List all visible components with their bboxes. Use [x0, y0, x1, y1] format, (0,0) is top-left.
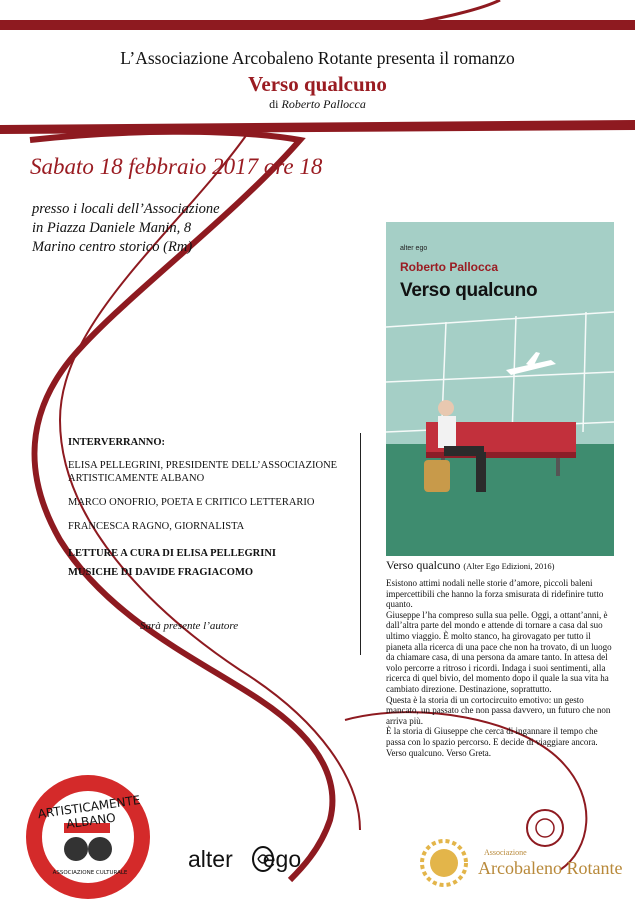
alter-ego-logo: [188, 846, 301, 873]
synopsis-paragraph: Giuseppe l’ha compreso sulla sua pelle. Oggi, a ottant’anni, è dall’altra parte del mondo e attende di tornare a casa dal suo ultimo viaggio. È molto stanco, ha girovagato per tutto il pianeta alla ricerca di una pace che non ha trovato, di un luogo da chiamare casa, di una persona da amare tanto. In attesa del volo percorre a ritroso i ricordi. Indaga i suoi sentimenti, alla ricerca di quel bivio, del momento dopo il quale la sua vita ha cambiato direzione. Destinazione, soprattutto.: [386, 609, 612, 694]
assoc-name: Arcobaleno Rotante: [478, 858, 623, 878]
caption-edition: (Alter Ego Edizioni, 2016): [463, 561, 555, 571]
arcobaleno-rotante-logo: [418, 838, 628, 888]
speaker-item: ELISA PELLEGRINI, PRESIDENTE DELL’ASSOCIAZIONE ARTISTICAMENTE ALBANO: [68, 460, 338, 484]
speaker-item: MARCO ONOFRIO, POETA E CRITICO LETTERARIO: [68, 497, 315, 508]
book-cover: [386, 222, 614, 556]
music-credit: MUSICHE DI DAVIDE FRAGIACOMO: [68, 567, 254, 578]
ego-text: ego: [262, 846, 302, 872]
assoc-small-label: Associazione: [484, 848, 527, 857]
speakers-section: [68, 436, 363, 585]
cover-title: Verso qualcuno: [400, 280, 538, 301]
speaker-item: FRANCESCA RAGNO, GIORNALISTA: [68, 521, 245, 532]
alter-text: alter: [188, 846, 233, 872]
cover-illustration: [386, 222, 614, 556]
venue-line: in Piazza Daniele Manin, 8: [32, 220, 192, 236]
sun-icon: [418, 838, 470, 888]
event-date: Sabato 18 febbraio 2017 ore 18: [30, 154, 323, 179]
book-title: Verso qualcuno: [248, 72, 387, 96]
synopsis-paragraph: Esistono attimi nodali nelle storie d’amore, piccoli baleni impercettibili che hanno la forza smisurata di ridefinire tutto quanto.: [386, 578, 604, 610]
speakers-heading: INTERVERRANNO:: [68, 437, 166, 448]
synopsis-paragraph: Questa è la storia di un cortocircuito emotivo: un gesto mancato, un passato che non passa davvero, un futuro che non arriva più.: [386, 694, 611, 726]
divider: [360, 433, 361, 655]
venue-line: presso i locali dell’Associazione: [32, 201, 220, 217]
event-venue: [32, 200, 220, 257]
author-present-note: Sarà presente l’autore: [140, 620, 239, 632]
venue-line: Marino centro storico (Rm): [32, 239, 193, 255]
artisticamente-sub: ASSOCIAZIONE CULTURALE: [52, 870, 128, 876]
artisticamente-label: ARTISTICAMENTE ALBANO: [36, 792, 142, 832]
book-caption: [386, 558, 626, 573]
synopsis-paragraph: È la storia di Giuseppe che cerca di ingannare il tempo che passa con lo spazio percorso. E decide di viaggiare ancora. Verso qualcuno. Verso Greta.: [386, 726, 598, 758]
cover-author: Roberto Pallocca: [400, 260, 499, 274]
readings-credit: LETTURE A CURA DI ELISA PELLEGRINI: [68, 548, 277, 559]
caption-title: Verso qualcuno: [386, 558, 461, 572]
synopsis: [386, 578, 618, 758]
alter-ego-mark-icon: [250, 845, 276, 873]
cover-publisher: alter ego: [400, 245, 428, 252]
header-presenter-line: L’Associazione Arcobaleno Rotante presenta il romanzo: [120, 48, 515, 68]
book-author: di Roberto Pallocca: [269, 97, 366, 111]
artisticamente-logo: [24, 773, 152, 901]
